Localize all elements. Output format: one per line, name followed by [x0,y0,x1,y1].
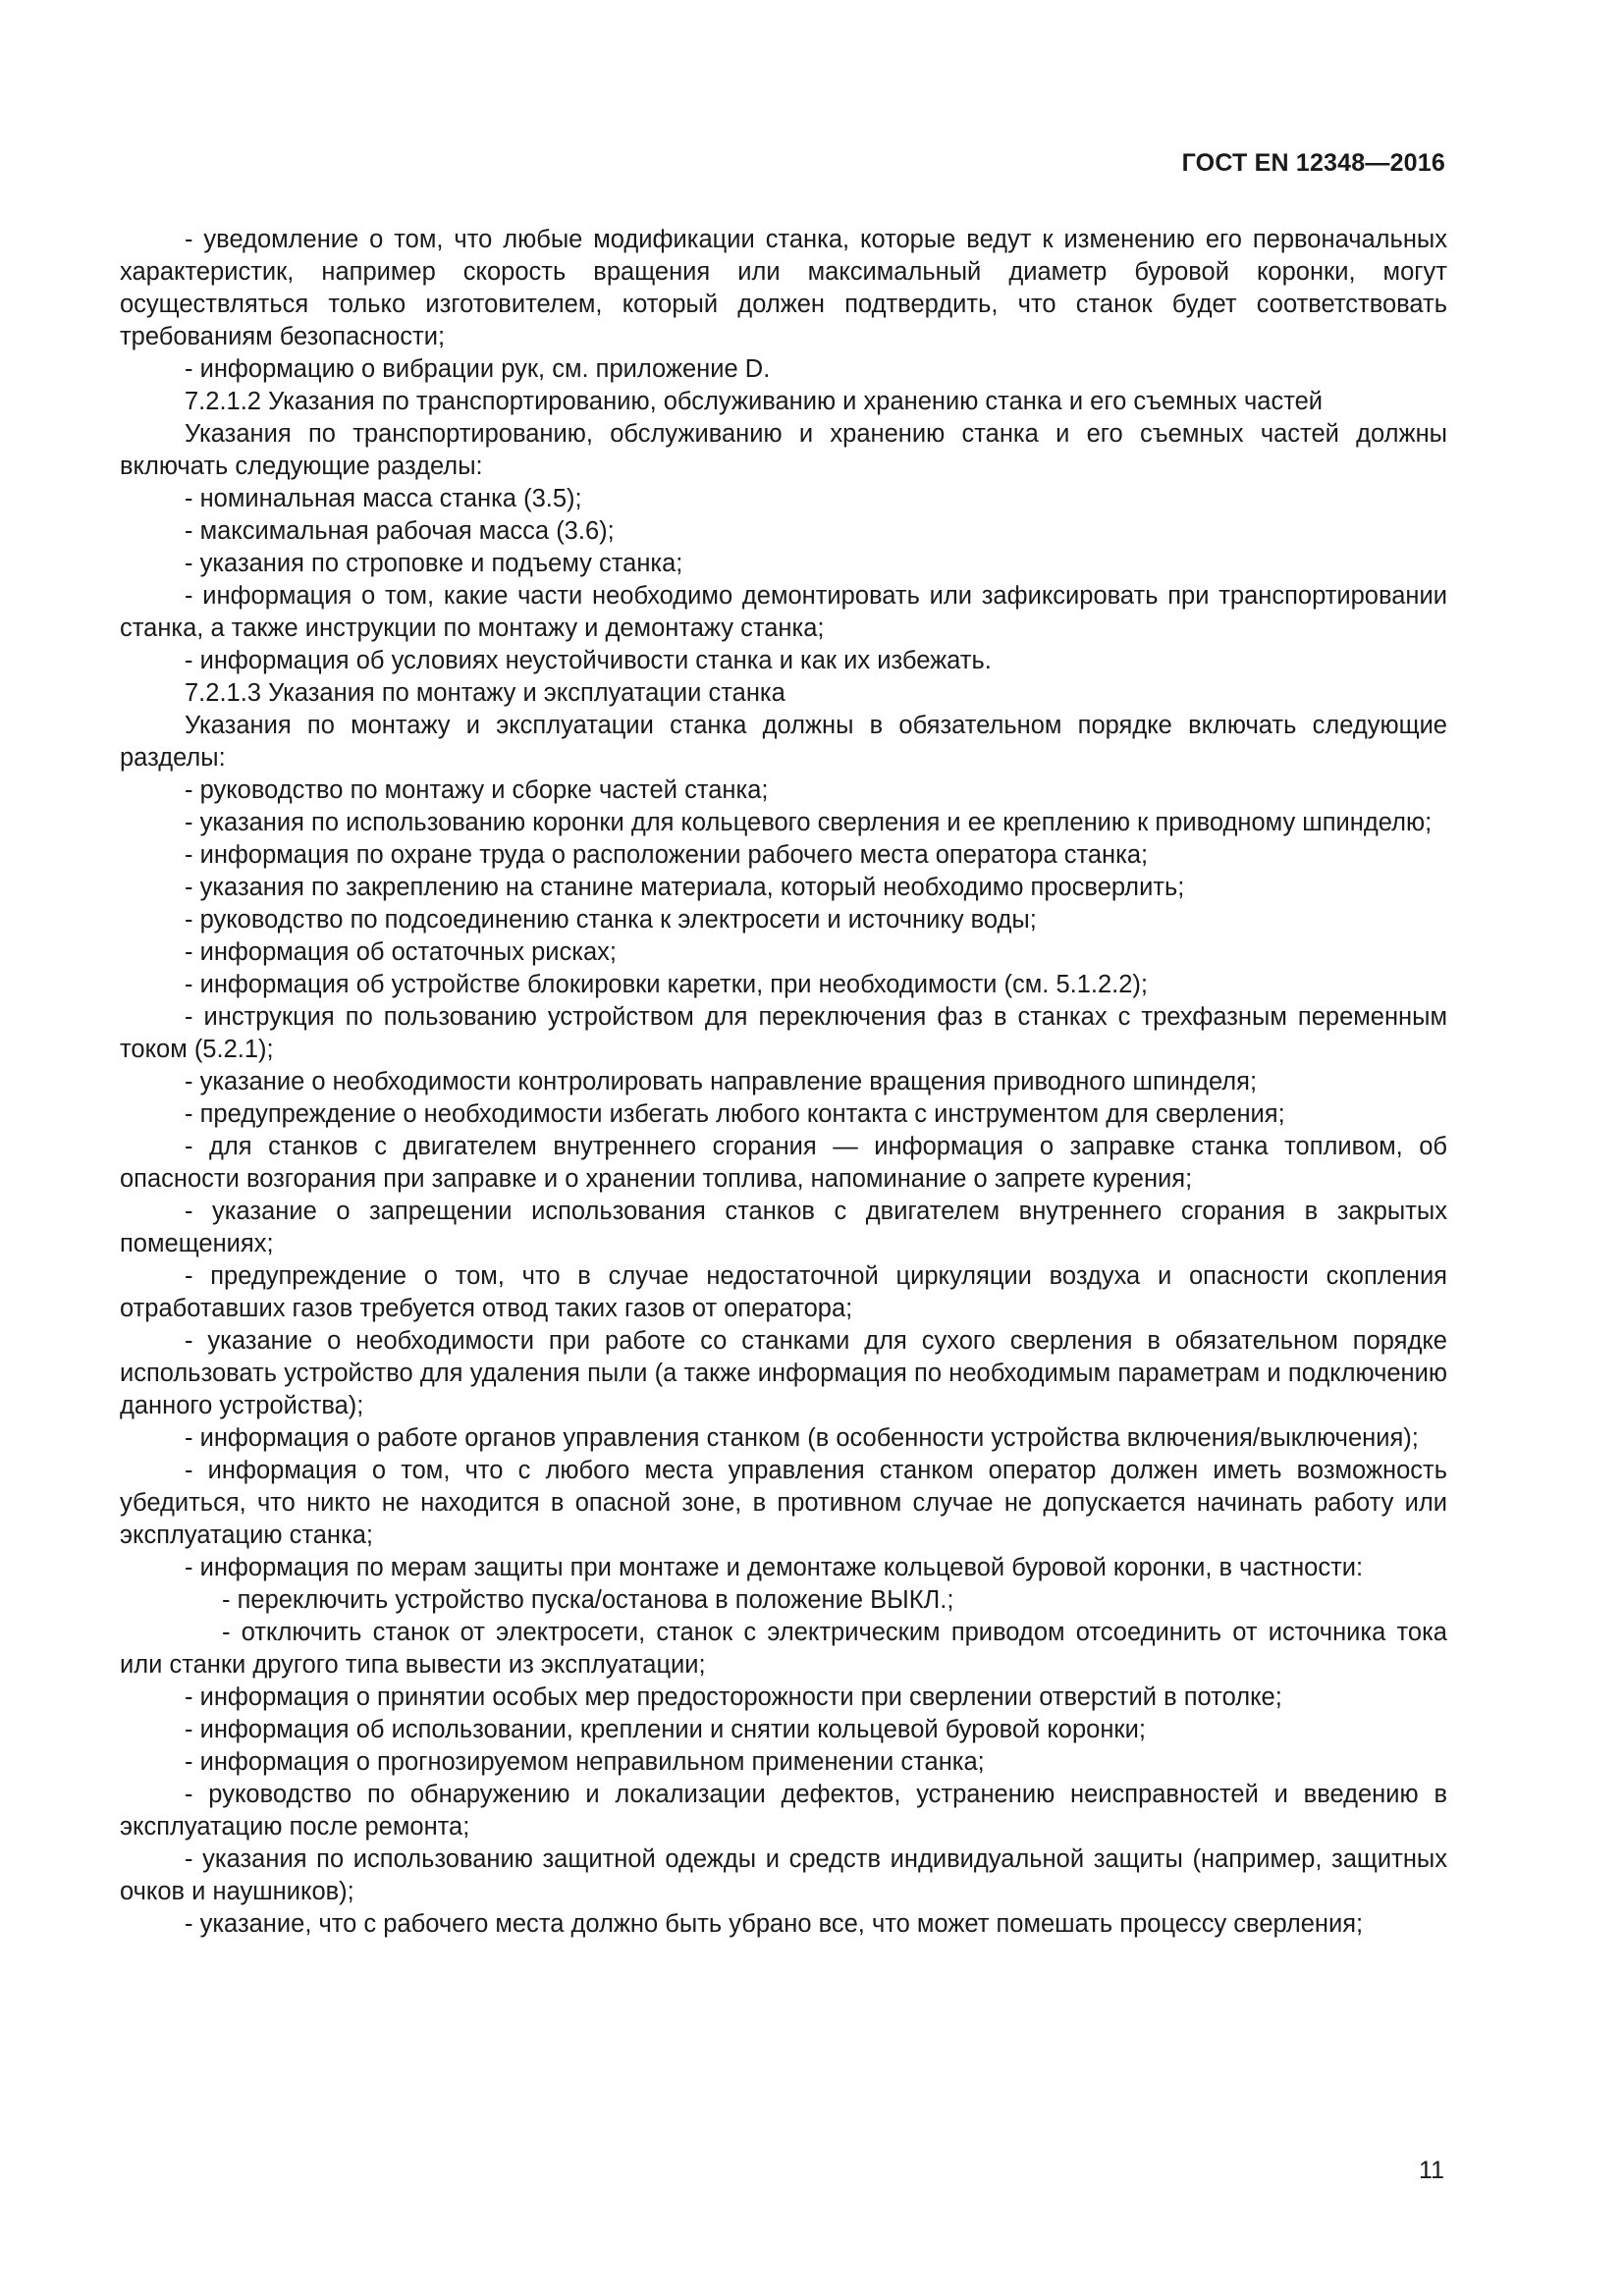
paragraph: 7.2.1.2 Указания по транспортированию, обслуживанию и хранению станка и его съемных частей [185,388,1324,415]
paragraph: - информация об остаточных рисках; [185,938,617,966]
paragraph: - указание о необходимости при работе со станками для сухого сверления в обязательном порядке использовать устройство для удаления пыли (а также информация по необходимым параметрам и подключению данного устройства); [120,1327,1447,1419]
document-code-header: ГОСТ EN 12348—2016 [1181,149,1445,177]
list-sub-item: - переключить устройство пуска/останова в положение ВЫКЛ.; [222,1586,954,1614]
paragraph: - информация об условиях неустойчивости станка и как их избежать. [185,647,992,674]
paragraph: - уведомление о том, что любые модификации станка, которые ведут к изменению его первоначальных характеристик, например скорость вращения или максимальный диаметр буровой коронки, могут осуществляться только изготовителем, который должен подтвердить, что станок будет соответствовать требованиям безопасности; [120,226,1447,350]
paragraph: - информация о том, какие части необходимо демонтировать или зафиксировать при транспортировании станка, а также инструкции по монтажу и демонтажу станка; [120,582,1447,642]
paragraph: - информация об использовании, креплении и снятии кольцевой буровой коронки; [185,1716,1146,1743]
paragraph: - информация по мерам защиты при монтаже и демонтаже кольцевой буровой коронки, в частности: [185,1554,1364,1581]
paragraph: - указания по использованию коронки для кольцевого сверления и ее креплению к приводному шпинделю; [185,809,1433,836]
paragraph: - указания по закреплению на станине материала, который необходимо просверлить; [185,874,1185,901]
paragraph: - руководство по подсоединению станка к электросети и источнику воды; [185,906,1037,934]
paragraph: - номинальная масса станка (3.5); [185,485,582,512]
paragraph: - указание о необходимости контролировать направление вращения приводного шпинделя; [185,1068,1258,1095]
paragraph: - руководство по обнаружению и локализации дефектов, устранению неисправностей и введению в эксплуатацию после ремонта; [120,1781,1447,1841]
paragraph: - указание о запрещении использования станков с двигателем внутреннего сгорания в закрытых помещениях; [120,1198,1447,1257]
paragraph: - информацию о вибрации рук, см. приложение D. [185,355,771,383]
page-number: 11 [1419,2157,1444,2184]
document-body [120,224,1447,1941]
paragraph: - указания по строповке и подъему станка; [185,550,683,577]
paragraph: - указания по использованию защитной одежды и средств индивидуальной защиты (например, защитных очков и наушников); [120,1845,1447,1905]
paragraph: - инструкция по пользованию устройством для переключения фаз в станках с трехфазным переменным током (5.2.1); [120,1003,1447,1063]
paragraph: - информация о том, что с любого места управления станком оператор должен иметь возможность убедиться, что никто не находится в опасной зоне, в противном случае не допускается начинать работу или эксплуатацию станка; [120,1457,1447,1549]
paragraph: - информация по охране труда о расположении рабочего места оператора станка; [185,841,1149,869]
paragraph: - предупреждение о необходимости избегать любого контакта с инструментом для сверления; [185,1100,1285,1128]
paragraph: - для станков с двигателем внутреннего сгорания — информация о заправке станка топливом, об опасности возгорания при заправке и о хранении топлива, напоминание о запрете курения; [120,1133,1447,1193]
paragraph: - максимальная рабочая масса (3.6); [185,517,615,545]
list-sub-item: - отключить станок от электросети, станок с электрическим приводом отсоединить от источника тока или станки другого типа вывести из эксплуатации; [120,1619,1447,1679]
paragraph: - предупреждение о том, что в случае недостаточной циркуляции воздуха и опасности скопления отработавших газов требуется отвод таких газов от оператора; [120,1262,1447,1322]
paragraph: - информация об устройстве блокировки каретки, при необходимости (см. 5.1.2.2); [185,971,1149,998]
paragraph: - информация о прогнозируемом неправильном применении станка; [185,1748,985,1776]
paragraph: Указания по транспортированию, обслуживанию и хранению станка и его съемных частей должны включать следующие разделы: [120,420,1447,480]
paragraph: - информация о работе органов управления станком (в особенности устройства включения/выключения); [185,1424,1419,1452]
paragraph: Указания по монтажу и эксплуатации станка должны в обязательном порядке включать следующие разделы: [120,712,1447,772]
paragraph: - информация о принятии особых мер предосторожности при сверлении отверстий в потолке; [185,1683,1282,1711]
paragraph: 7.2.1.3 Указания по монтажу и эксплуатации станка [185,679,785,707]
paragraph: - указание, что с рабочего места должно быть убрано все, что может помешать процессу сверления; [185,1910,1364,1938]
paragraph: - руководство по монтажу и сборке частей станка; [185,776,769,804]
